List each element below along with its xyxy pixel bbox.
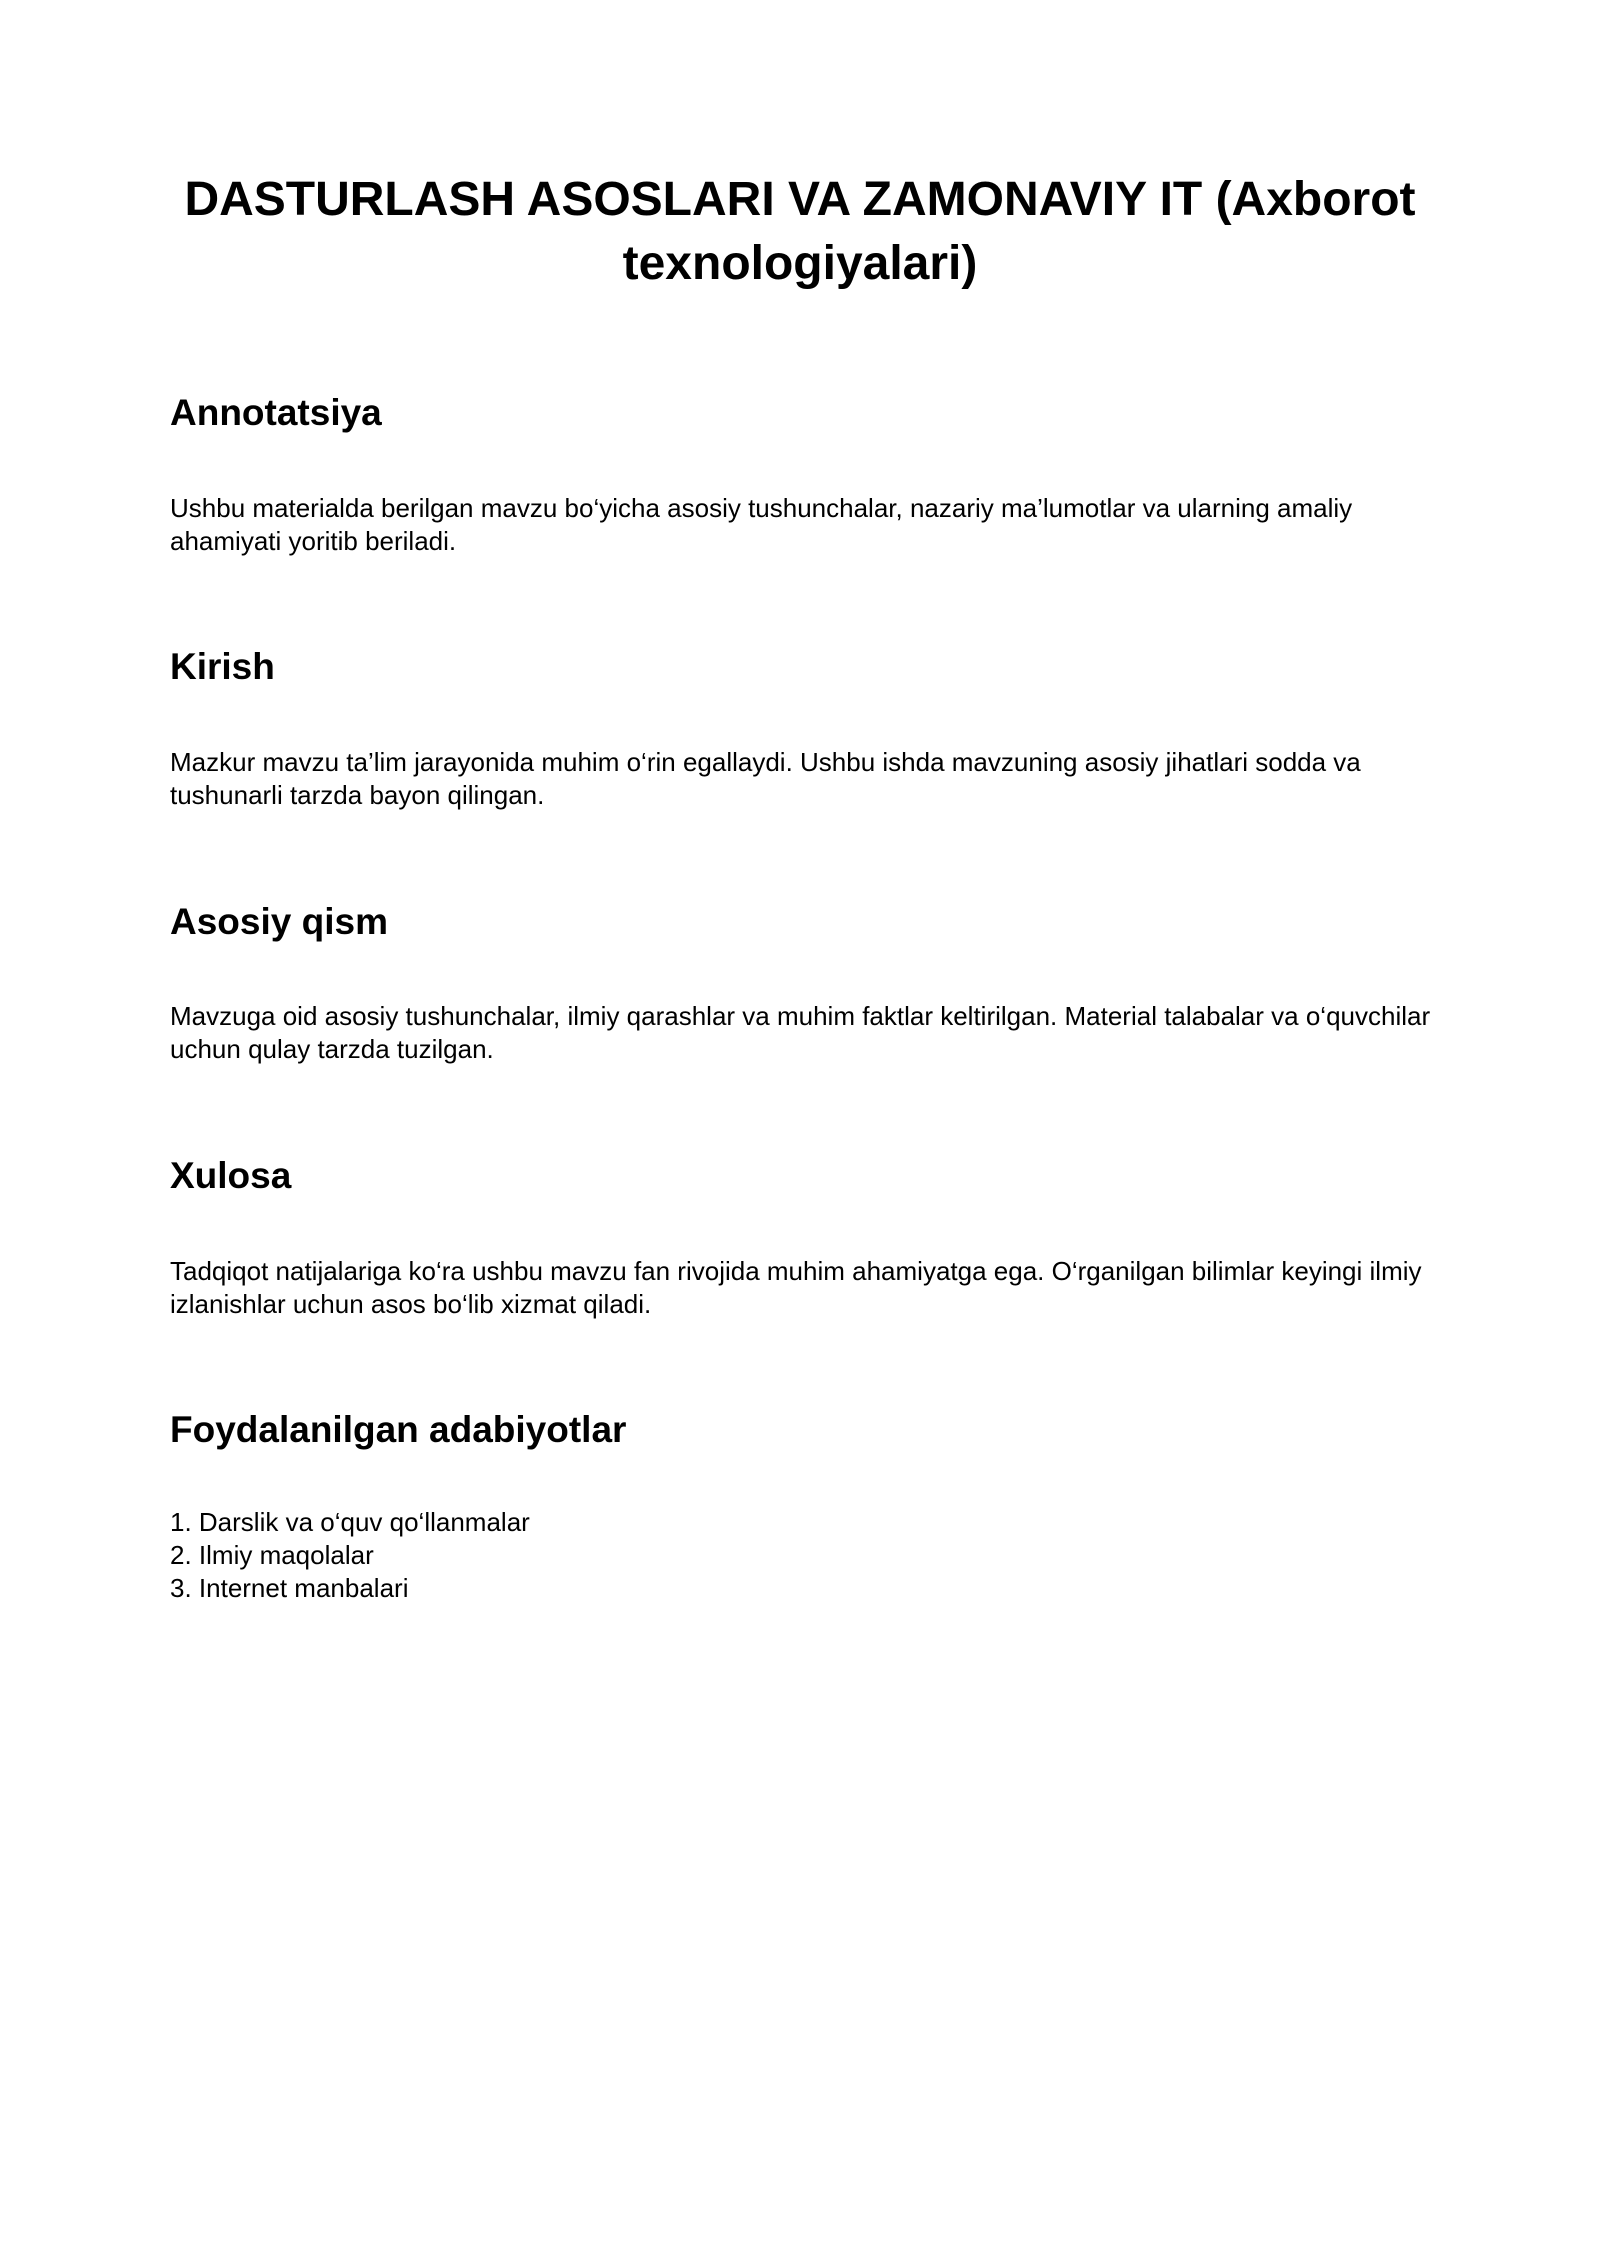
section-heading-annotatsiya: Annotatsiya: [170, 392, 382, 433]
section-text-kirish: Mazkur mavzu ta’lim jarayonida muhim o‘rin egallaydi. Ushbu ishda mavzuning asosiy jihatlari sodda va tushunarli tarzda bayon qilingan.: [170, 747, 1361, 810]
reference-item: 3. Internet manbalari: [170, 1573, 409, 1603]
reference-item: 2. Ilmiy maqolalar: [170, 1540, 374, 1570]
section-heading-xulosa: Xulosa: [170, 1155, 292, 1196]
section-text-xulosa: Tadqiqot natijalariga ko‘ra ushbu mavzu fan rivojida muhim ahamiyatga ega. O‘rganilgan bilimlar keyingi ilmiy izlanishlar uchun asos bo‘lib xizmat qiladi.: [170, 1256, 1422, 1319]
section-heading-foydalanilgan-adabiyotlar: Foydalanilgan adabiyotlar: [170, 1409, 627, 1450]
document-title: DASTURLASH ASOSLARI VA ZAMONAVIY IT (Axborot texnologiyalari): [184, 173, 1416, 290]
reference-item: 1. Darslik va o‘quv qo‘llanmalar: [170, 1507, 530, 1537]
section-text-asosiy-qism: Mavzuga oid asosiy tushunchalar, ilmiy qarashlar va muhim faktlar keltirilgan. Material talabalar va o‘quvchilar uchun qulay tarzda tuzilgan.: [170, 1001, 1431, 1064]
reference-list: [170, 1506, 1370, 1605]
section-heading-asosiy-qism: Asosiy qism: [170, 901, 388, 942]
section-heading-kirish: Kirish: [170, 646, 275, 687]
section-text-annotatsiya: Ushbu materialda berilgan mavzu bo‘yicha asosiy tushunchalar, nazariy ma’lumotlar va ularning amaliy ahamiyati yoritib beriladi.: [170, 493, 1353, 556]
